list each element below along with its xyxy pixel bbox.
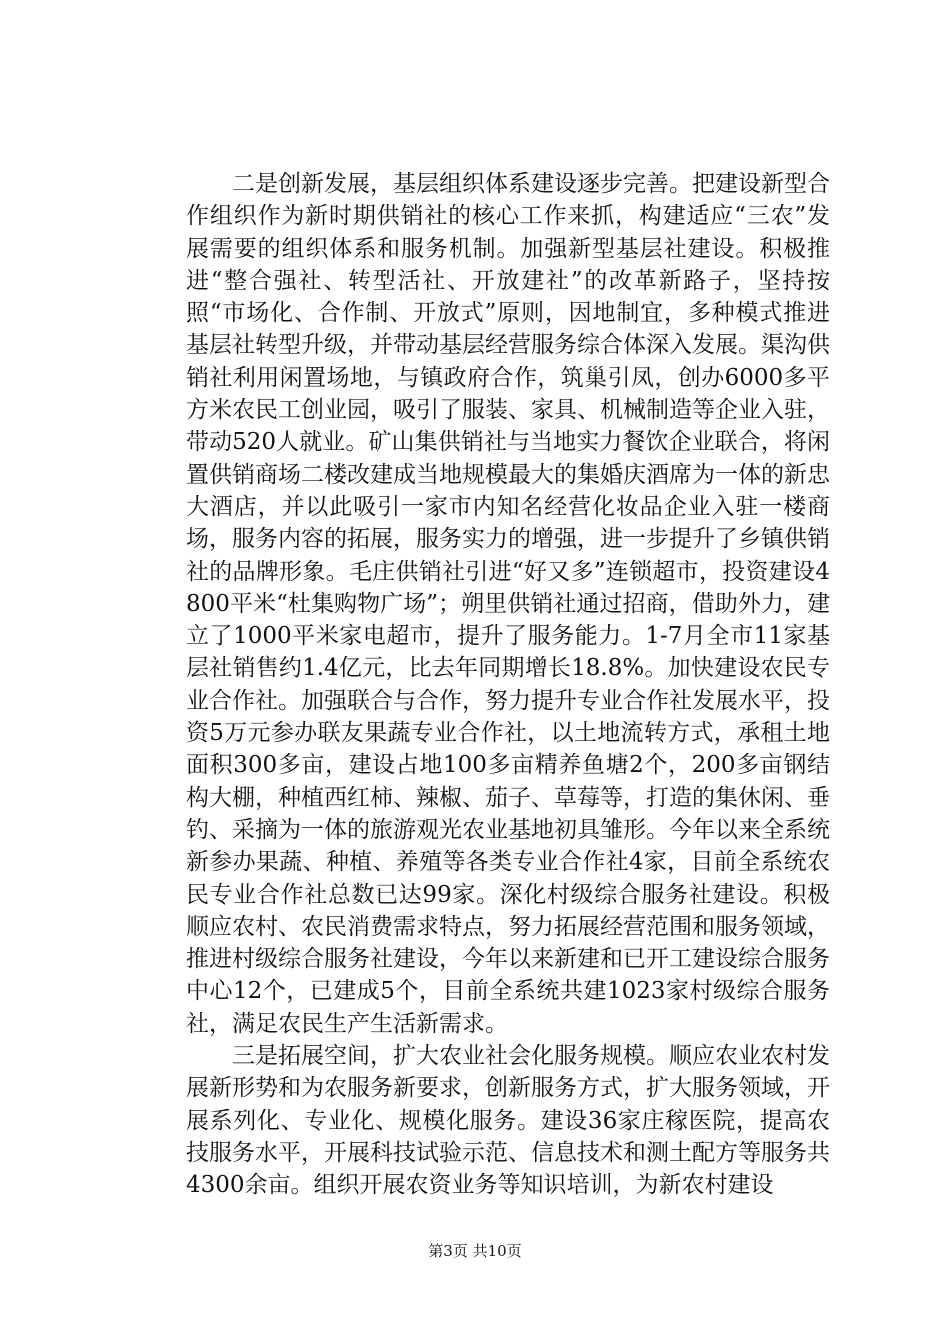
page-number-footer: 第3页 共10页 bbox=[428, 1242, 522, 1260]
paragraph-expand-space: 三是拓展空间，扩大农业社会化服务规模。顺应农业农村发展新形势和为农服务新要求，创新服务方式，扩大服务领域，开展系列化、专业化、规模化服务。建设36家庄稼医院，提高农技服务水平，开展科技试验示范、信息技术和测土配方等服务共4300余亩。组织开展农资业务等知识培训，为新农村建设 bbox=[186, 1043, 830, 1199]
document-body bbox=[186, 168, 830, 1202]
paragraph-innovation-development: 二是创新发展，基层组织体系建设逐步完善。把建设新型合作组织作为新时期供销社的核心工作来抓，构建适应“三农”发展需要的组织体系和服务机制。加强新型基层社建设。积极推进“整合强社、转型活社、开放建社”的改革新路子，坚持按照“市场化、合作制、开放式”原则，因地制宜，多种模式推进基层社转型升级，并带动基层经营服务综合体深入发展。渠沟供销社利用闲置场地，与镇政府合作，筑巢引凤，创办6000多平方米农民工创业园，吸引了服装、家具、机械制造等企业入驻，带动520人就业。矿山集供销社与当地实力餐饮企业联合，将闲置供销商场二楼改建成当地规模最大的集婚庆酒席为一体的新忠大酒店，并以此吸引一家市内知名经营化妆品企业入驻一楼商场，服务内容的拓展，服务实力的增强，进一步提升了乡镇供销社的品牌形象。毛庄供销社引进“好又多”连锁超市，投资建设4800平米“杜集购物广场”；朔里供销社通过招商，借助外力，建立了1000平米家电超市，提升了服务能力。1-7月全市11家基层社销售约1.4亿元，比去年同期增长18.8%。加快建设农民专业合作社。加强联合与合作，努力提升专业合作社发展水平，投资5万元参办联友果蔬专业合作社，以土地流转方式，承租土地面积300多亩，建设占地100多亩精养鱼塘2个，200多亩钢结构大棚，种植西红柿、辣椒、茄子、草莓等，打造的集休闲、垂钓、采摘为一体的旅游观光农业基地初具雏形。今年以来全系统新参办果蔬、种植、养殖等各类专业合作社4家，目前全系统农民专业合作社总数已达99家。深化村级综合服务社建设。积极顺应农村、农民消费需求特点，努力拓展经营范围和服务领域，推进村级综合服务社建设，今年以来新建和已开工建设综合服务中心12个，已建成5个，目前全系统共建1023家村级综合服务社，满足农民生产生活新需求。 bbox=[186, 171, 830, 1037]
